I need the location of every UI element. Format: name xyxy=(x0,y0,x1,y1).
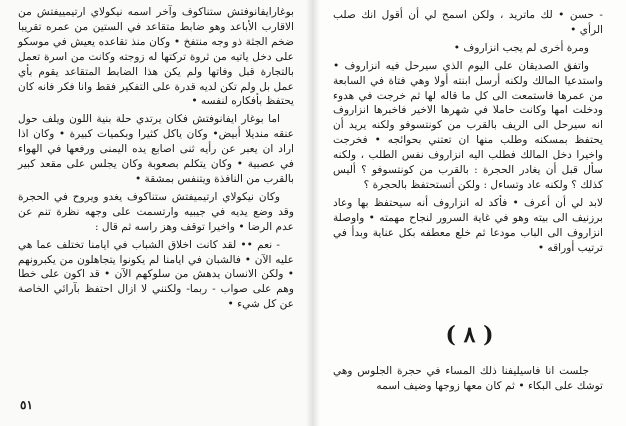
book-gutter xyxy=(306,0,320,426)
right-page-text xyxy=(333,8,603,259)
paragraph: جلست انا فاسيليفنا ذلك المساء في حجرة الجلوس وهي توشك على البكاء • ثم كان معها زوجها وضيف اسمه xyxy=(333,365,603,392)
paragraph: وكان نيكولاي ارتيميفتش ستناكوف يغدو ويروح في الحجرة وقد وضع يديه في جيبيه وارتسمت على وجهه نظرة تنم عن عدم الرضا • واخيرا توقف وهز راسه ثم قال : xyxy=(18,190,294,233)
page-number: ٥١ xyxy=(20,398,33,412)
paragraph: واتفق الصديقان على اليوم الذي سيرحل فيه انزاروف • واستدعيا المالك ولكنه أرسل ابنته أولا وهي فتاة في السابعة من عمرها فاستمعت الى كل ما قاله لها ثم خرجت في هدوء ودخلت امها وكانت حاملا في شهرها الاخير فاخبرها انزاروف انه سيرحل الى الريف بالقرب من كونتسوفو ولكنه يريد أن يحتفظ بمسكنه وطلب منها ان تعتني بحوائجه • فخرجت واخيرا دخل المالك فطلب اليه انزاروف نفس الطلب ، ولكنه سأل قبل أن يغادر الحجرة : بالقرب من كونتسوفو ؟ أليس كذلك ؟ ولكنه عاد وتساءل : ولكن أتستحتفظ بالحجرة ؟ xyxy=(333,59,603,191)
right-page xyxy=(313,0,626,426)
paragraph: - حسن • لك ماتريد ، ولكن اسمح لي أن أقول انك صلب الرأي • xyxy=(333,9,603,36)
paragraph: ومرة أخرى لم يجب انزاروف • xyxy=(453,41,589,54)
chapter-number: ( ٨ ) xyxy=(445,322,494,348)
paragraph: لابد لي أن أعرف • فأكد له انزاروف أنه سيحتفظ بها وعاد برزنيف الى بيته وهو في غاية السرور لنجاح مهمته • واوصلة انزاروف الى الباب مودعا ثم خلع معطفه بكل عناية وبدأ في ترتيب أوراقه • xyxy=(333,196,603,254)
paragraph: - نعم •• لقد كانت اخلاق الشباب في ايامنا تختلف عما هي عليه الآن • فالشبان في ايامنا لم يكونوا يتجاهلون من يكبرونهم • ولكن الانسان يدهش من سلوكهم الآن • قد اكون على خطا وهم على صواب - ربما- ولكنني لا ازال احتفظ بآرائي الخاصة عن كل شيء • xyxy=(18,238,294,311)
paragraph: اما بوغار ايفانوفتش فكان يرتدي حلة بنية اللون ويلف حول عنقه منديلا أبيض• وكان ياكل كثيرا وبكميات كبيرة • وكان اذا اراد ان يعبر عن رأيه ثنى اصابع يده اليمنى ورفعها في الهواء في عصبية • وكان يتكلم بصعوبة وكان يجلس على مقعد كبير بالقرب من النافذة ويتنفس بمشقة • xyxy=(18,113,294,185)
paragraph: بوغارايفانوفتش ستناكوف وآخر اسمه نيكولاي ارتيمييفتش من الاقارب الأباعد وهو ضابط متقاعد في الستين من عمره تقريبا ضخم الجثة ذو وجه منتفخ • وكان منذ تقاعده يعيش في موسكو على دخل ياتيه من ثروة تركتها له زوجته وكانت من اسرة تعمل بالتجارة قبل وفاتها ولم يكن هذا الضابط المتقاعد يقوم بأي عمل بل ولم تكن لديه قدرة على التفكير فقط وانا فكر فانه كان يحتفظ بأفكاره لنفسه • xyxy=(18,6,294,108)
chapter-text xyxy=(333,364,603,397)
left-page-text xyxy=(18,5,294,315)
